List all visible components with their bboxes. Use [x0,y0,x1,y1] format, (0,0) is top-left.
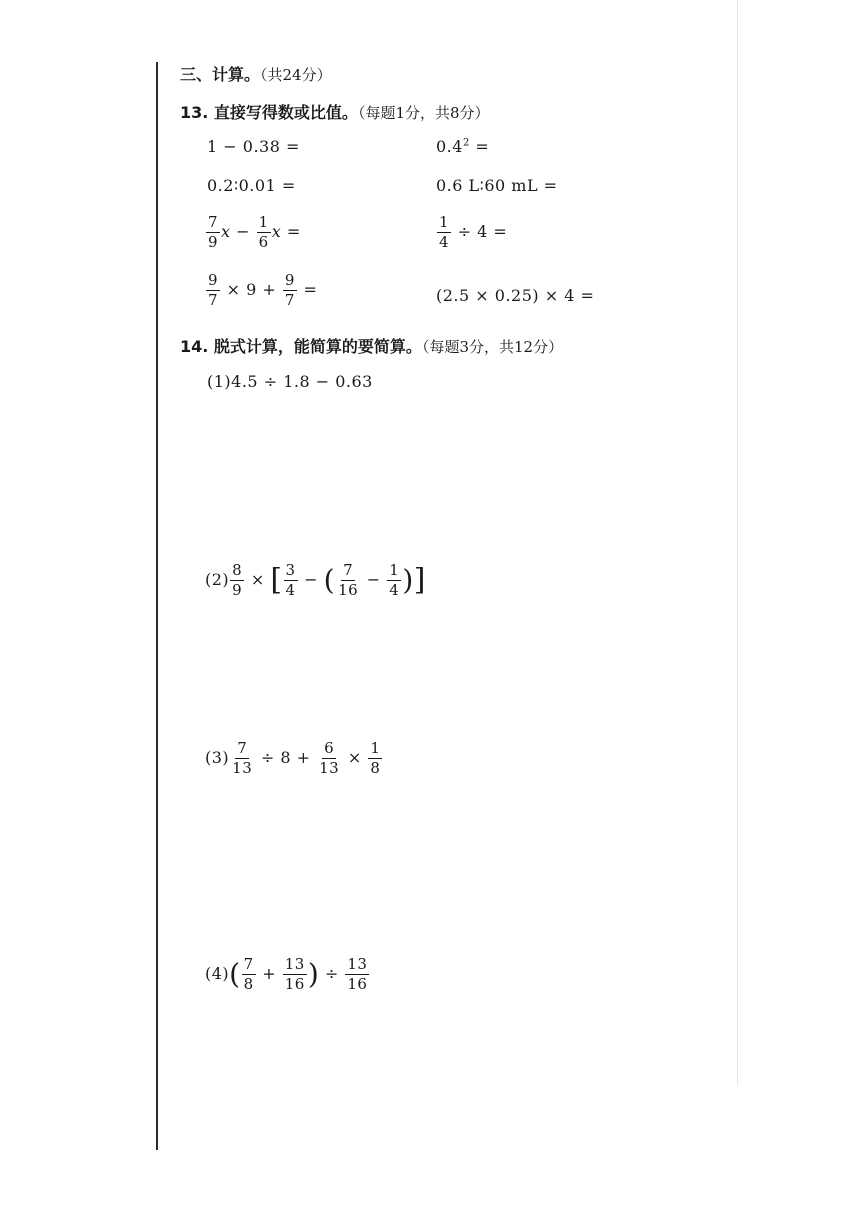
q13-item-b-equals: = [469,137,490,156]
numerator: 1 [258,213,269,231]
q13-text: 直接写得数或比值。 [213,103,358,122]
fraction [230,562,244,599]
equals: = [281,222,301,241]
numerator: 7 [237,739,248,757]
q13-item-b [436,137,489,156]
denominator: 16 [338,581,359,599]
q13-item-c: 0.2∶0.01 = [207,176,296,195]
page-edge-line [737,0,738,1085]
numerator: 3 [285,561,296,579]
q14-number: 14. [180,337,209,356]
q14-problem-2 [205,562,426,599]
fraction [283,272,297,309]
section-score: （共24分） [260,66,332,84]
numerator: 9 [208,271,219,289]
q14-note: （每题3分，共12分） [421,338,564,356]
numerator: 1 [370,739,381,757]
q13-item-a: 1 − 0.38 = [207,137,300,156]
section-title: 三、计算。 [180,65,261,84]
q13-item-d: 0.6 L∶60 mL = [436,176,558,195]
numerator: 1 [389,561,400,579]
expression-middle: × 9 + [226,280,277,299]
q13-item-b-exponent: 2 [462,137,470,149]
left-paren: ( [323,563,336,597]
fraction [283,956,307,993]
problem-label: (3) [205,748,230,767]
denominator: 13 [319,759,340,777]
denominator: 4 [285,581,296,599]
numerator: 7 [343,561,354,579]
problem-label: (4) [205,964,230,983]
denominator: 4 [389,581,400,599]
left-bracket: [ [270,562,283,598]
right-paren: ) [307,957,320,991]
numerator: 8 [232,561,243,579]
operator: × [347,748,362,767]
denominator: 9 [232,581,243,599]
right-bracket: ] [413,562,426,598]
denominator: 8 [243,975,254,993]
operator: − [366,570,381,589]
equals: = [303,280,318,299]
operator: − [230,222,256,241]
fraction [242,956,256,993]
left-paren: ( [229,957,241,991]
fraction [387,562,401,599]
variable: x [221,222,231,241]
denominator: 16 [347,975,368,993]
denominator: 8 [370,759,381,777]
fraction [206,272,220,309]
q13-item-g [205,272,317,309]
denominator: 6 [258,233,269,251]
q13-heading [180,100,490,123]
numerator: 1 [439,213,450,231]
denominator: 7 [208,291,219,309]
operator: − [304,570,319,589]
variable: x [271,222,282,241]
fraction [336,562,360,599]
fraction [437,214,451,251]
q13-item-b-base: 0.4 [436,137,463,156]
numerator: 6 [324,739,335,757]
binding-margin-line [156,62,158,1150]
fraction [257,214,271,251]
q14-problem-4 [205,956,370,993]
denominator: 9 [208,233,219,251]
q13-number: 13. [180,103,209,122]
numerator: 7 [243,955,254,973]
numerator: 13 [284,955,305,973]
numerator: 7 [208,213,219,231]
fraction [317,740,341,777]
q13-item-f [436,214,507,251]
operator: ÷ 8 + [260,748,311,767]
denominator: 16 [284,975,305,993]
q14-problem-3 [205,740,383,777]
fraction [345,956,369,993]
q14-problem-1: (1)4.5 ÷ 1.8 − 0.63 [207,372,373,391]
fraction [284,562,298,599]
q13-item-h: (2.5 × 0.25) × 4 = [436,286,595,305]
section-heading [180,62,332,85]
numerator: 9 [284,271,295,289]
right-paren: ) [402,563,414,597]
q13-item-e [205,214,301,251]
expression-rest: ÷ 4 = [457,222,508,241]
q14-text: 脱式计算，能简算的要简算。 [213,337,422,356]
problem-label: (2) [205,570,230,589]
fraction [206,214,220,251]
fraction [368,740,382,777]
operator: ÷ [324,964,339,983]
fraction [230,740,254,777]
q14-heading [180,334,563,357]
q13-note: （每题1分，共8分） [357,104,490,122]
denominator: 13 [232,759,253,777]
denominator: 7 [284,291,295,309]
operator: × [250,570,265,589]
denominator: 4 [439,233,450,251]
operator: + [262,964,277,983]
numerator: 13 [347,955,368,973]
